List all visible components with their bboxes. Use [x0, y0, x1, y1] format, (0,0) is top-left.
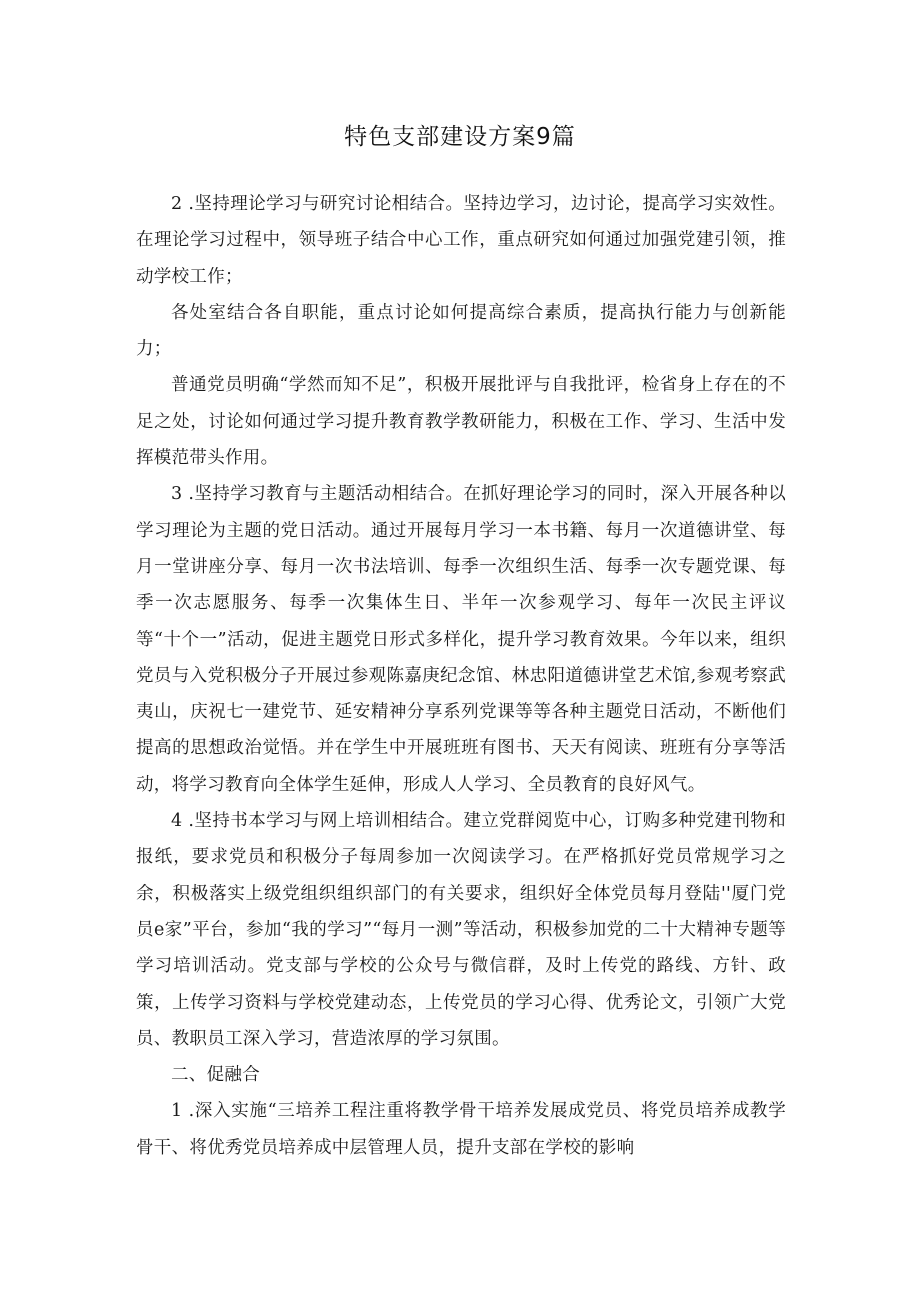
paragraph-ordinary-members: 普通党员明确“学然而知不足”，积极开展批评与自我批评，检省身上存在的不足之处，讨论如何通过学习提升教育教学教研能力，积极在工作、学习、生活中发挥模范带头作用。	[136, 375, 786, 469]
paragraph-online-training: 4 .坚持书本学习与网上培训相结合。建立党群阅览中心，订购多种党建刊物和报纸，要求党员和积极分子每周参加一次阅读学习。在严格抓好党员常规学习之余，积极落实上级党组织组织部门的有关要求，组织好全体党员每月登陆''厦门党员e家”平台，参加“我的学习”“每月一测”等活动，积极参加党的二十大精神专题等学习培训活动。党支部与学校的公众号与微信群，及时上传党的路线、方针、政策，上传学习资料与学校党建动态，上传党员的学习心得、优秀论文，引领广大党员、教职员工深入学习，营造浓厚的学习氛围。	[136, 811, 786, 1049]
document-title: 特色支部建设方案9篇	[344, 124, 576, 150]
paragraph-theme-activities: 3 .坚持学习教育与主题活动相结合。在抓好理论学习的同时，深入开展各种以学习理论为主题的党日活动。通过开展每月学习一本书籍、每月一次道德讲堂、每月一堂讲座分享、每月一次书法培训、每季一次组织生活、每季一次专题党课、每季一次志愿服务、每季一次集体生日、半年一次参观学习、每年一次民主评议等“十个一”活动，促进主题党日形式多样化，提升学习教育效果。今年以来，组织党员与入党积极分子开展过参观陈嘉庚纪念馆、林忠阳道德讲堂艺术馆,参观考察武夷山，庆祝七一建党节、延安精神分享系列党课等等各种主题党日活动，不断他们提高的思想政治觉悟。并在学生中开展班班有图书、天天有阅读、班班有分享等活动，将学习教育向全体学生延伸，形成人人学习、全员教育的良好风气。	[136, 484, 786, 795]
paragraph-three-cultivation: 1 .深入实施“三培养工程注重将教学骨干培养发展成党员、将党员培养成教学骨干、将优秀党员培养成中层管理人员，提升支部在学校的影响	[136, 1101, 786, 1158]
paragraph-departments: 各处室结合各自职能，重点讨论如何提高综合素质，提高执行能力与创新能力；	[136, 302, 786, 360]
paragraph-theory-discussion: 2 .坚持理论学习与研究讨论相结合。坚持边学习，边讨论，提高学习实效性。在理论学习过程中，领导班子结合中心工作，重点研究如何通过加强党建引领，推动学校工作；	[136, 194, 786, 287]
document-body	[136, 186, 786, 1166]
section-heading-integration: 二、促融合	[171, 1065, 260, 1086]
